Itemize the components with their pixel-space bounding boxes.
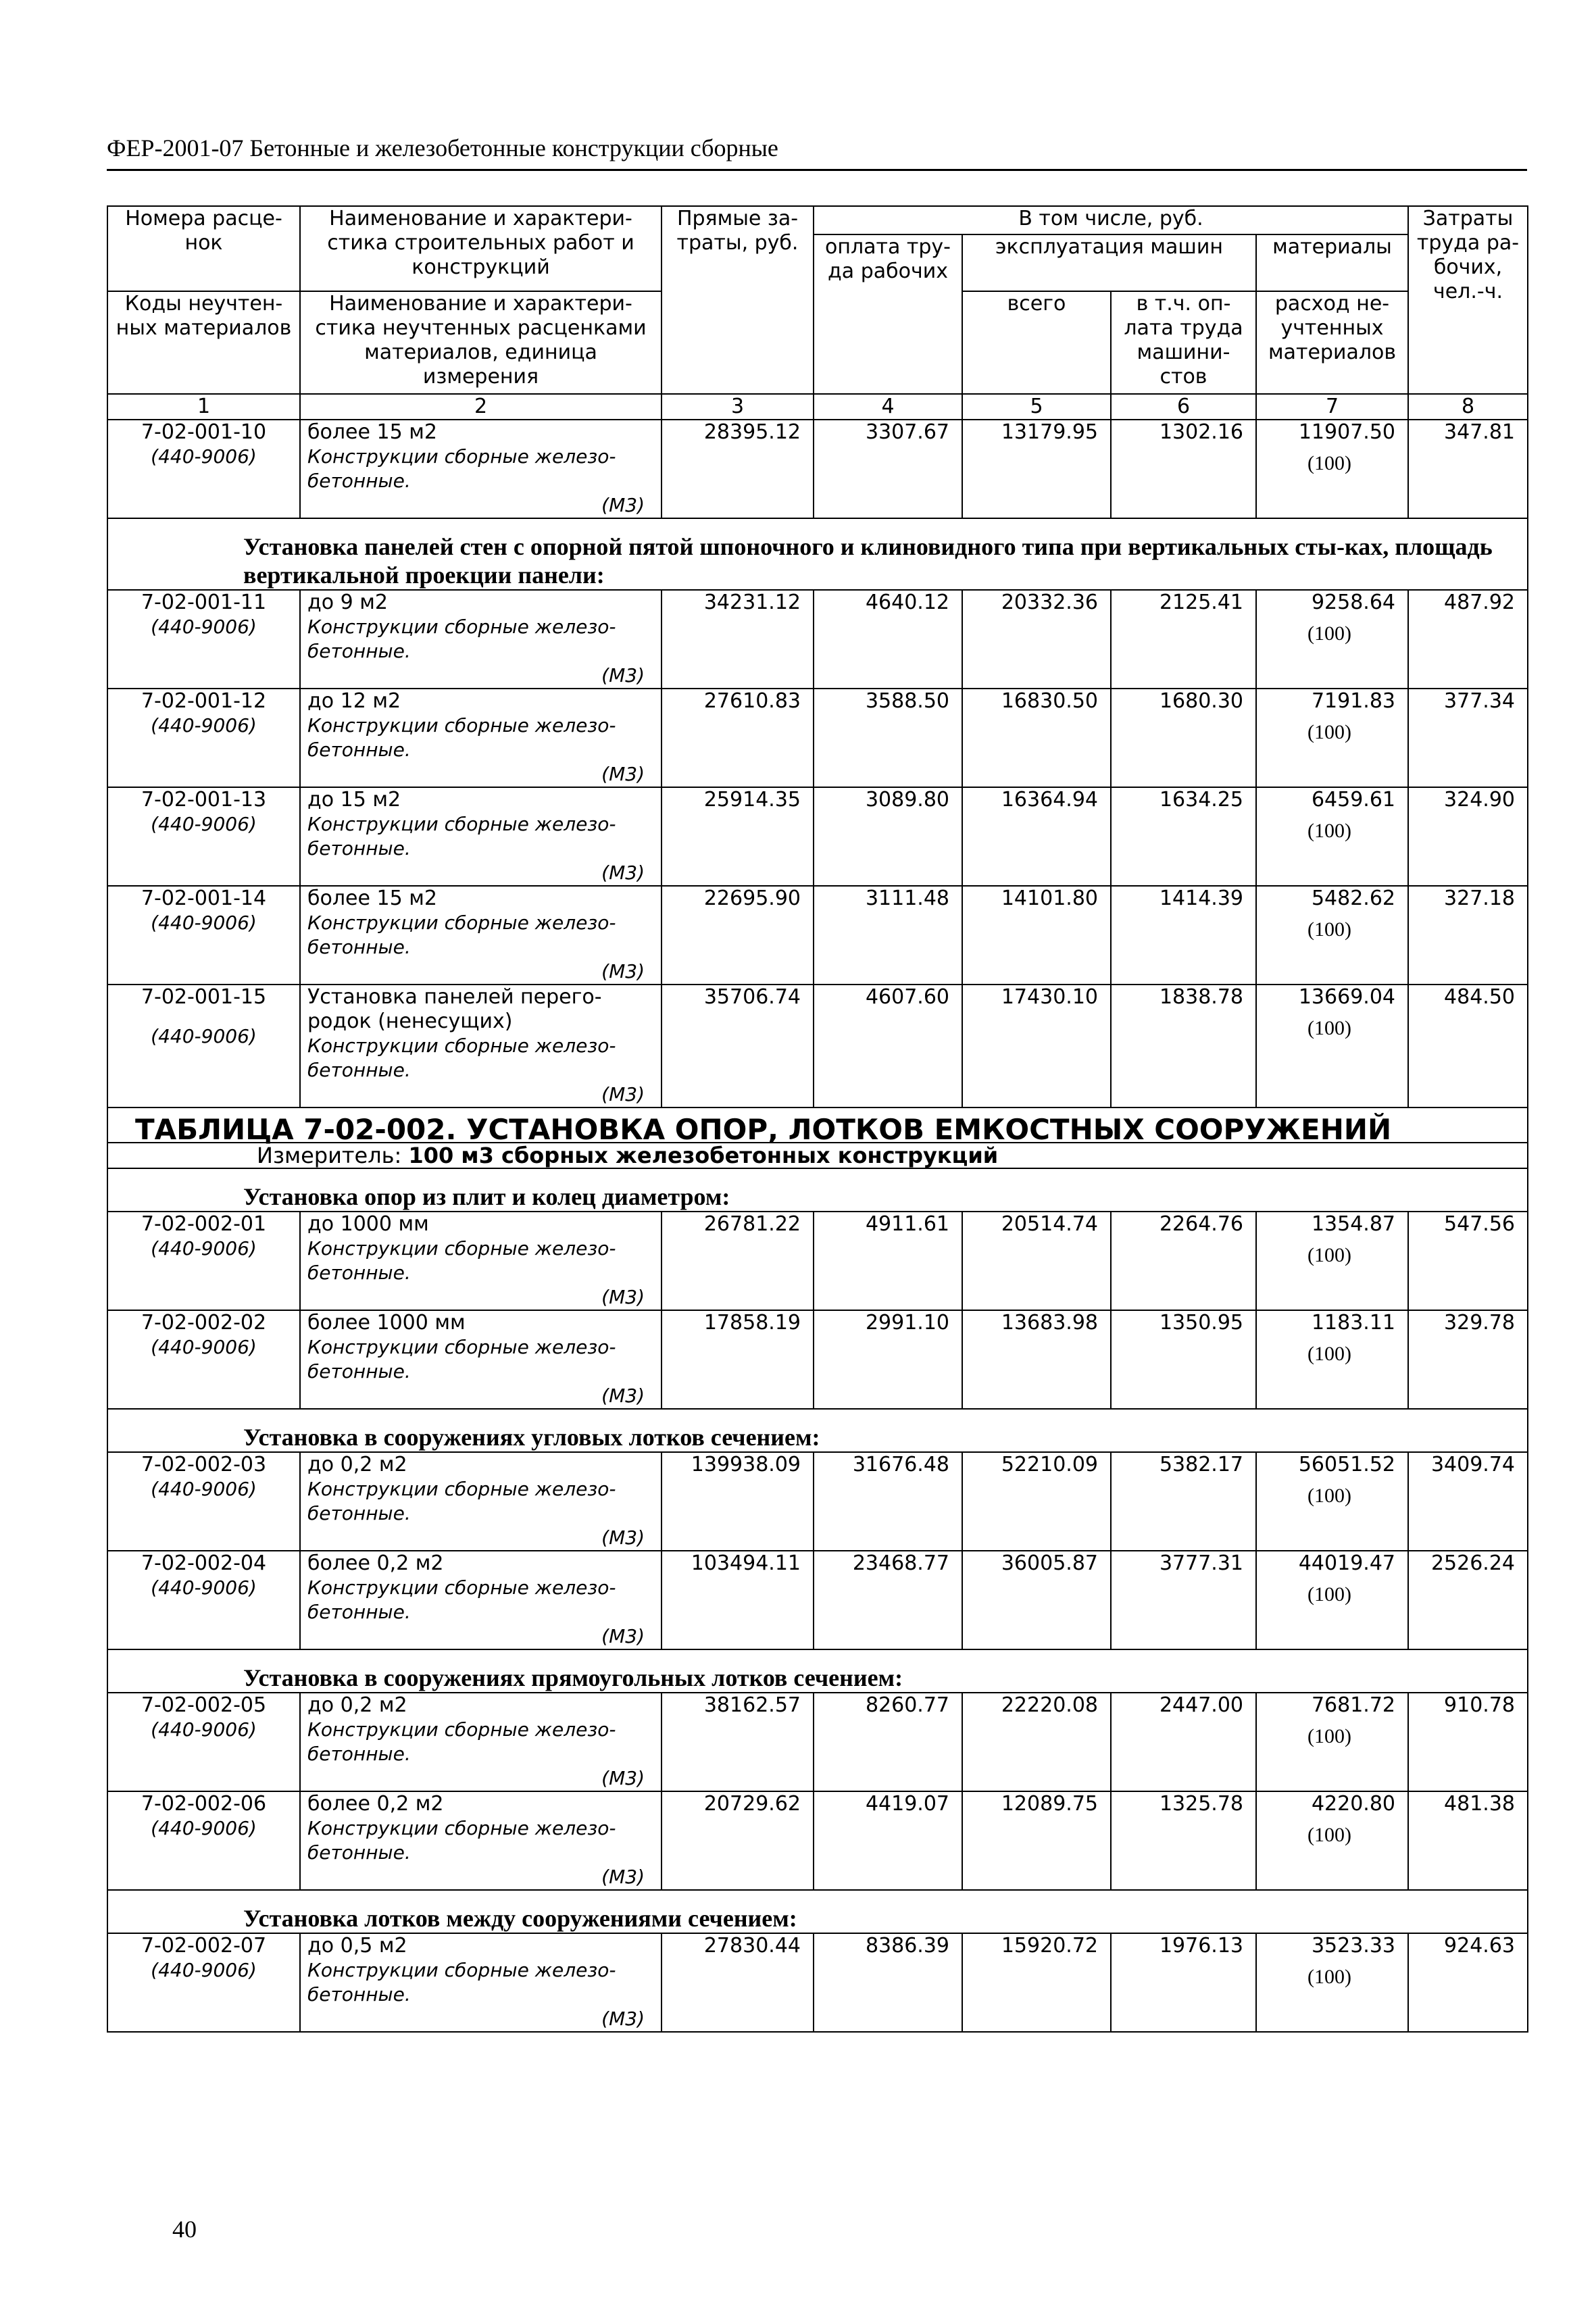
materials-cell [1256, 985, 1408, 1107]
meter-value: 100 м3 сборных железобетонных конструкций [408, 1143, 999, 1168]
value-machpay: 2447.00 [1111, 1693, 1256, 1791]
value-mach: 36005.87 [962, 1551, 1111, 1649]
value-direct: 34231.12 [662, 590, 814, 689]
table-title-row [107, 1107, 1528, 1143]
col-number: 2 [300, 394, 662, 420]
col-materials: материалы [1256, 234, 1408, 291]
material-name: Конструкции сборные железо-бетонные. [307, 912, 616, 958]
value-direct: 27830.44 [662, 1933, 814, 2032]
table-row [107, 787, 1528, 886]
work-name: более 15 м2 [307, 420, 437, 444]
table-row [107, 1212, 1528, 1310]
materials-cell [1256, 420, 1408, 518]
value-mat: 3523.33 [1311, 1934, 1395, 1958]
col-materials-extra: расход не-учтенных материалов [1256, 291, 1408, 394]
work-name-cell [300, 1452, 662, 1551]
value-machpay: 1976.13 [1111, 1933, 1256, 2032]
section-row [107, 1168, 1528, 1212]
value-labor: 3409.74 [1408, 1452, 1528, 1551]
value-direct: 20729.62 [662, 1791, 814, 1890]
value-mach: 13179.95 [962, 420, 1111, 518]
value-pay: 31676.48 [814, 1452, 962, 1551]
col-labor-pay: оплата тру-да рабочих [814, 234, 962, 394]
material-code: (440-9006) [151, 1959, 257, 1981]
page-header: ФЕР-2001-07 Бетонные и железобетонные конструкции сборные [107, 134, 778, 161]
value-direct: 28395.12 [662, 420, 814, 518]
value-direct: 27610.83 [662, 689, 814, 787]
table-title: ТАБЛИЦА 7-02-002. УСТАНОВКА ОПОР, ЛОТКОВ ЕМКОСТНЫХ СООРУЖЕНИЙ [107, 1107, 1528, 1143]
value-direct: 17858.19 [662, 1310, 814, 1409]
value-direct: 35706.74 [662, 985, 814, 1107]
work-name: до 0,2 м2 [307, 1693, 407, 1717]
value-direct: 22695.90 [662, 886, 814, 985]
value-labor: 347.81 [1408, 420, 1528, 518]
table-row [107, 590, 1528, 689]
value-pay: 4419.07 [814, 1791, 962, 1890]
work-name: до 0,2 м2 [307, 1453, 407, 1476]
materials-cell [1256, 689, 1408, 787]
rates-table [107, 205, 1528, 2033]
rate-code: 7-02-002-01 [141, 1212, 267, 1236]
col-number: 6 [1111, 394, 1256, 420]
value-pay: 23468.77 [814, 1551, 962, 1649]
value-pay: 3588.50 [814, 689, 962, 787]
page-number: 40 [172, 2216, 197, 2243]
rate-code-cell [107, 1452, 300, 1551]
meter-label: Измеритель: [257, 1143, 402, 1168]
value-mach: 22220.08 [962, 1693, 1111, 1791]
rate-code: 7-02-002-02 [141, 1311, 267, 1335]
value-pay: 8260.77 [814, 1693, 962, 1791]
rate-code: 7-02-002-04 [141, 1551, 267, 1575]
material-name: Конструкции сборные железо-бетонные. [307, 1718, 616, 1765]
material-unit: (М3) [601, 2008, 645, 2030]
rate-code-cell [107, 1212, 300, 1310]
materials-cell [1256, 886, 1408, 985]
rate-code: 7-02-002-05 [141, 1693, 267, 1717]
material-unit: (М3) [601, 1767, 645, 1789]
work-name-cell [300, 689, 662, 787]
work-name: более 0,2 м2 [307, 1792, 444, 1816]
value-mach: 15920.72 [962, 1933, 1111, 2032]
section-title: Установка в сооружениях прямоугольных лотков сечением: [107, 1649, 1528, 1693]
value-pay: 4607.60 [814, 985, 962, 1107]
material-qty: (100) [1307, 1343, 1351, 1365]
material-code: (440-9006) [151, 1237, 257, 1260]
work-name-cell [300, 1551, 662, 1649]
material-unit: (М3) [601, 1083, 645, 1105]
materials-cell [1256, 1933, 1408, 2032]
material-name: Конструкции сборные железо-бетонные. [307, 1817, 616, 1864]
materials-cell [1256, 1693, 1408, 1791]
materials-cell [1256, 1791, 1408, 1890]
value-machpay: 1350.95 [1111, 1310, 1256, 1409]
materials-cell [1256, 590, 1408, 689]
work-name-cell [300, 420, 662, 518]
work-name: до 15 м2 [307, 788, 401, 812]
rate-code-cell [107, 1933, 300, 2032]
work-name-cell [300, 787, 662, 886]
section-row [107, 1409, 1528, 1452]
material-unit: (М3) [601, 1625, 645, 1647]
value-pay: 4911.61 [814, 1212, 962, 1310]
value-mat: 13669.04 [1298, 985, 1395, 1009]
material-qty: (100) [1307, 1485, 1351, 1507]
material-unit: (М3) [601, 1385, 645, 1407]
work-name: до 12 м2 [307, 689, 401, 713]
col-codes-bottom: Коды неучтен-ных материалов [107, 291, 300, 394]
work-name-cell [300, 886, 662, 985]
material-qty: (100) [1307, 622, 1351, 645]
rate-code-cell [107, 420, 300, 518]
value-machpay: 3777.31 [1111, 1551, 1256, 1649]
value-pay: 8386.39 [814, 1933, 962, 2032]
col-number: 4 [814, 394, 962, 420]
value-mat: 6459.61 [1311, 788, 1395, 812]
value-labor: 484.50 [1408, 985, 1528, 1107]
material-name: Конструкции сборные железо-бетонные. [307, 616, 616, 662]
value-machpay: 5382.17 [1111, 1452, 1256, 1551]
material-qty: (100) [1307, 918, 1351, 941]
material-code: (440-9006) [151, 1478, 257, 1500]
rate-code: 7-02-001-12 [141, 689, 267, 713]
col-incl: В том числе, руб. [814, 206, 1408, 234]
value-labor: 924.63 [1408, 1933, 1528, 2032]
material-code: (440-9006) [151, 813, 257, 835]
col-number: 5 [962, 394, 1111, 420]
material-qty: (100) [1307, 1725, 1351, 1747]
value-mach: 17430.10 [962, 985, 1111, 1107]
header-row-1 [107, 206, 1528, 234]
value-machpay: 1414.39 [1111, 886, 1256, 985]
value-labor: 487.92 [1408, 590, 1528, 689]
col-name-bottom: Наименование и характери-стика неучтенных расценками материалов, единица измерения [300, 291, 662, 394]
materials-cell [1256, 1551, 1408, 1649]
col-codes-top: Номера расце-нок [107, 206, 300, 291]
material-qty: (100) [1307, 1824, 1351, 1846]
section-row [107, 1649, 1528, 1693]
value-mat: 7191.83 [1311, 689, 1395, 713]
rate-code: 7-02-002-06 [141, 1792, 267, 1816]
value-machpay: 1325.78 [1111, 1791, 1256, 1890]
value-labor: 324.90 [1408, 787, 1528, 886]
material-qty: (100) [1307, 1583, 1351, 1605]
value-mat: 9258.64 [1311, 591, 1395, 614]
value-machpay: 2125.41 [1111, 590, 1256, 689]
materials-cell [1256, 1310, 1408, 1409]
col-direct: Прямые за-траты, руб. [662, 206, 814, 394]
material-code: (440-9006) [151, 1025, 257, 1047]
value-labor: 377.34 [1408, 689, 1528, 787]
value-mat: 1183.11 [1311, 1311, 1395, 1335]
table-row [107, 689, 1528, 787]
material-name: Конструкции сборные железо-бетонные. [307, 1576, 616, 1623]
work-name: более 15 м2 [307, 887, 437, 910]
value-mach: 20514.74 [962, 1212, 1111, 1310]
value-mach: 14101.80 [962, 886, 1111, 985]
material-name: Конструкции сборные железо-бетонные. [307, 1478, 616, 1524]
table-row [107, 1791, 1528, 1890]
work-name: более 0,2 м2 [307, 1551, 444, 1575]
rate-code: 7-02-001-14 [141, 887, 267, 910]
rate-code-cell [107, 985, 300, 1107]
value-mat: 7681.72 [1311, 1693, 1395, 1717]
material-code: (440-9006) [151, 1576, 257, 1599]
material-qty: (100) [1307, 1244, 1351, 1266]
col-machines-labor: в т.ч. оп-лата труда машини-стов [1111, 291, 1256, 394]
work-name-cell [300, 1310, 662, 1409]
col-number: 7 [1256, 394, 1408, 420]
material-name: Конструкции сборные железо-бетонные. [307, 1035, 616, 1081]
work-name: до 0,5 м2 [307, 1934, 407, 1958]
work-name-cell [300, 590, 662, 689]
value-mach: 16364.94 [962, 787, 1111, 886]
section-title: Установка лотков между сооружениями сечением: [107, 1890, 1528, 1933]
rate-code: 7-02-001-10 [141, 420, 267, 444]
value-machpay: 1680.30 [1111, 689, 1256, 787]
material-unit: (М3) [601, 1526, 645, 1549]
material-qty: (100) [1307, 452, 1351, 474]
value-mat: 56051.52 [1298, 1453, 1395, 1476]
material-code: (440-9006) [151, 616, 257, 638]
rate-code-cell [107, 886, 300, 985]
value-mat: 5482.62 [1311, 887, 1395, 910]
rate-code-cell [107, 590, 300, 689]
rate-code: 7-02-002-07 [141, 1934, 267, 1958]
rate-code-cell [107, 1310, 300, 1409]
meter-row [107, 1143, 1528, 1168]
rate-code-cell [107, 1791, 300, 1890]
material-qty: (100) [1307, 721, 1351, 743]
material-unit: (М3) [601, 763, 645, 785]
value-pay: 4640.12 [814, 590, 962, 689]
value-pay: 3111.48 [814, 886, 962, 985]
work-name-cell [300, 985, 662, 1107]
value-direct: 103494.11 [662, 1551, 814, 1649]
value-machpay: 1634.25 [1111, 787, 1256, 886]
header-rule [107, 169, 1527, 171]
material-name: Конструкции сборные железо-бетонные. [307, 1237, 616, 1284]
table-row [107, 985, 1528, 1107]
work-name: Установка панелей перего-родок (ненесущих) [307, 985, 602, 1033]
value-mach: 12089.75 [962, 1791, 1111, 1890]
table-row [107, 1693, 1528, 1791]
material-unit: (М3) [601, 494, 645, 516]
value-direct: 26781.22 [662, 1212, 814, 1310]
value-mat: 11907.50 [1298, 420, 1395, 444]
work-name-cell [300, 1791, 662, 1890]
material-unit: (М3) [601, 862, 645, 884]
value-labor: 327.18 [1408, 886, 1528, 985]
rate-code-cell [107, 787, 300, 886]
col-number: 1 [107, 394, 300, 420]
meter-cell [107, 1143, 1528, 1168]
table-row [107, 420, 1528, 518]
rate-code: 7-02-002-03 [141, 1453, 267, 1476]
table-row [107, 1452, 1528, 1551]
table-row [107, 886, 1528, 985]
value-labor: 547.56 [1408, 1212, 1528, 1310]
value-mat: 4220.80 [1311, 1792, 1395, 1816]
work-name-cell [300, 1693, 662, 1791]
section-title: Установка панелей стен с опорной пятой шпоночного и клиновидного типа при вертикальных сты-ках, площадь вертикальной проекции панели: [107, 518, 1528, 590]
value-mach: 52210.09 [962, 1452, 1111, 1551]
section-row [107, 1890, 1528, 1933]
work-name-cell [300, 1212, 662, 1310]
table-row [107, 1310, 1528, 1409]
value-direct: 38162.57 [662, 1693, 814, 1791]
material-code: (440-9006) [151, 445, 257, 468]
col-number: 8 [1408, 394, 1528, 420]
col-number: 3 [662, 394, 814, 420]
value-mat: 1354.87 [1311, 1212, 1395, 1236]
work-name: до 1000 мм [307, 1212, 429, 1236]
value-machpay: 1838.78 [1111, 985, 1256, 1107]
material-name: Конструкции сборные железо-бетонные. [307, 714, 616, 761]
material-unit: (М3) [601, 1866, 645, 1888]
table-row [107, 1551, 1528, 1649]
col-labor: Затраты труда ра-бочих, чел.-ч. [1408, 206, 1528, 394]
value-labor: 2526.24 [1408, 1551, 1528, 1649]
material-name: Конструкции сборные железо-бетонные. [307, 1959, 616, 2006]
rate-code: 7-02-001-11 [141, 591, 267, 614]
value-pay: 2991.10 [814, 1310, 962, 1409]
value-labor: 481.38 [1408, 1791, 1528, 1890]
value-machpay: 2264.76 [1111, 1212, 1256, 1310]
col-machines: эксплуатация машин [962, 234, 1256, 291]
material-qty: (100) [1307, 1966, 1351, 1988]
rate-code-cell [107, 689, 300, 787]
material-unit: (М3) [601, 664, 645, 687]
value-mach: 20332.36 [962, 590, 1111, 689]
value-machpay: 1302.16 [1111, 420, 1256, 518]
rate-code: 7-02-001-13 [141, 788, 267, 812]
material-code: (440-9006) [151, 1336, 257, 1358]
material-code: (440-9006) [151, 1718, 257, 1741]
value-labor: 910.78 [1408, 1693, 1528, 1791]
materials-cell [1256, 1212, 1408, 1310]
materials-cell [1256, 787, 1408, 886]
work-name: до 9 м2 [307, 591, 388, 614]
work-name: более 1000 мм [307, 1311, 466, 1335]
value-pay: 3089.80 [814, 787, 962, 886]
materials-cell [1256, 1452, 1408, 1551]
rate-code-cell [107, 1551, 300, 1649]
material-unit: (М3) [601, 1286, 645, 1308]
work-name-cell [300, 1933, 662, 2032]
value-mach: 13683.98 [962, 1310, 1111, 1409]
material-code: (440-9006) [151, 912, 257, 934]
value-pay: 3307.67 [814, 420, 962, 518]
value-mach: 16830.50 [962, 689, 1111, 787]
material-code: (440-9006) [151, 714, 257, 737]
material-name: Конструкции сборные железо-бетонные. [307, 1336, 616, 1383]
col-machines-total: всего [962, 291, 1111, 394]
material-qty: (100) [1307, 820, 1351, 842]
section-title: Установка опор из плит и колец диаметром: [107, 1168, 1528, 1212]
material-code: (440-9006) [151, 1817, 257, 1839]
material-name: Конструкции сборные железо-бетонные. [307, 813, 616, 860]
table-row [107, 1933, 1528, 2032]
rate-code-cell [107, 1693, 300, 1791]
col-name-top: Наименование и характери-стика строительных работ и конструкций [300, 206, 662, 291]
column-numbers-row [107, 394, 1528, 420]
value-direct: 25914.35 [662, 787, 814, 886]
material-unit: (М3) [601, 960, 645, 982]
section-title: Установка в сооружениях угловых лотков сечением: [107, 1409, 1528, 1452]
section-row [107, 518, 1528, 590]
material-name: Конструкции сборные железо-бетонные. [307, 445, 616, 492]
material-qty: (100) [1307, 1017, 1351, 1039]
rate-code: 7-02-001-15 [141, 985, 267, 1009]
value-labor: 329.78 [1408, 1310, 1528, 1409]
value-direct: 139938.09 [662, 1452, 814, 1551]
value-mat: 44019.47 [1298, 1551, 1395, 1575]
